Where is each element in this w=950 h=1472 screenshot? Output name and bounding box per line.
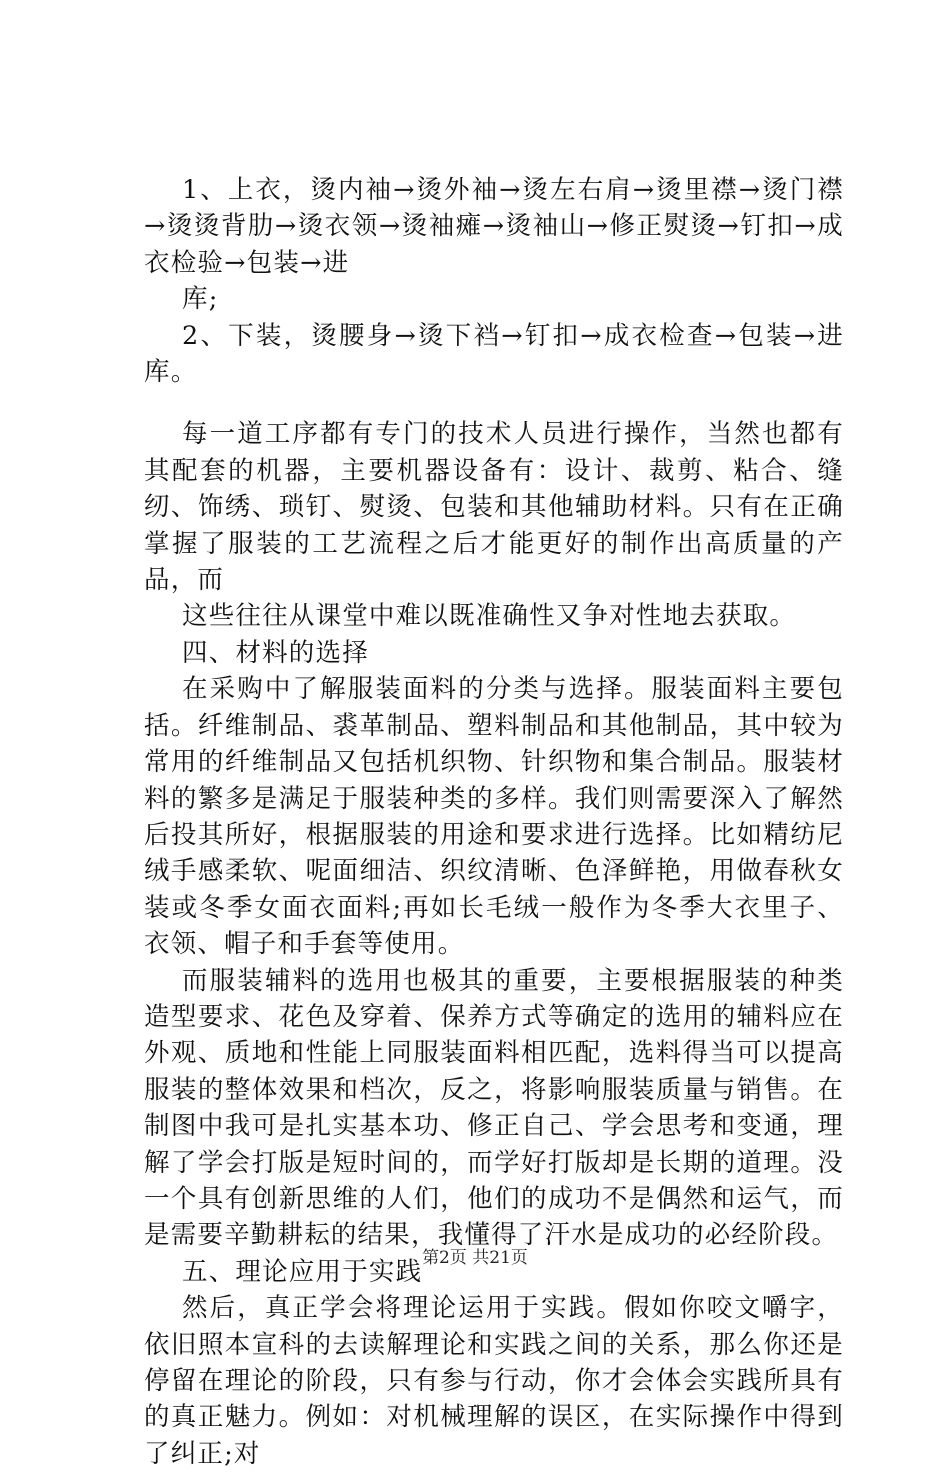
paragraph-gap bbox=[144, 390, 844, 416]
paragraph-bottom-process: 2、下装，烫腰身→烫下裆→钉扣→成衣检查→包装→进库。 bbox=[144, 320, 844, 388]
paragraph-process-staff-end: 这些往往从课堂中难以既准确性又争对性地去获取。 bbox=[182, 601, 797, 632]
paragraph-process-staff: 每一道工序都有专门的技术人员进行操作，当然也都有其配套的机器，主要机器设备有：设计、裁剪、粘合、缝纫、饰绣、琐钉、熨烫、包装和其他辅助材料。只有在正确掌握了服装的工艺流程之后才能更好的制作出高质量的产品，而 bbox=[144, 419, 844, 596]
paragraph-practice: 然后，真正学会将理论运用于实践。假如你咬文嚼字，依旧照本宣科的去读解理论和实践之间的关系，那么你还是停留在理论的阶段，只有参与行动，你才会体会实践所具有的真正魅力。例如：对机械理解的误区，在实际操作中得到了纠正;对 bbox=[144, 1293, 844, 1469]
paragraph-top-process: 1、上衣，烫内袖→烫外袖→烫左右肩→烫里襟→烫门襟→烫烫背肋→烫衣领→烫袖瘫→烫袖山→修正熨烫→钉扣→成衣检验→包装→进 bbox=[144, 175, 844, 278]
page-number-footer: 第2页 共21页 bbox=[422, 1248, 528, 1268]
paragraph-accessories: 而服装辅料的选用也极其的重要，主要根据服装的种类造型要求、花色及穿着、保养方式等确定的选用的辅料应在外观、质地和性能上同服装面料相匹配，选料得当可以提高服装的整体效果和档次，反之，将影响服装质量与销售。在制图中我可是扎实基本功、修正自己、学会思考和变通，理解了学会打版是短时间的，而学好打版却是长期的道理。没一个具有创新思维的人们，他们的成功不是偶然和运气，而是需要辛勤耕耘的结果，我懂得了汗水是成功的必经阶段。 bbox=[144, 965, 844, 1251]
paragraph-fabric-selection: 在采购中了解服装面料的分类与选择。服装面料主要包括。纤维制品、裘革制品、塑料制品和其他制品，其中较为常用的纤维制品又包括机织物、针织物和集合制品。服装材料的繁多是满足于服装种类的多样。我们则需要深入了解然后投其所好，根据服装的用途和要求进行选择。比如精纺尼绒手感柔软、呢面细洁、织纹清晰、色泽鲜艳，用做春秋女装或冬季女面衣面料;再如长毛绒一般作为冬季大衣里子、衣领、帽子和手套等使用。 bbox=[144, 674, 844, 960]
paragraph-top-process-end: 库; bbox=[182, 284, 219, 315]
document-body bbox=[144, 172, 844, 1472]
section-heading-practice: 五、理论应用于实践 bbox=[182, 1256, 423, 1287]
section-heading-materials: 四、材料的选择 bbox=[182, 637, 369, 668]
